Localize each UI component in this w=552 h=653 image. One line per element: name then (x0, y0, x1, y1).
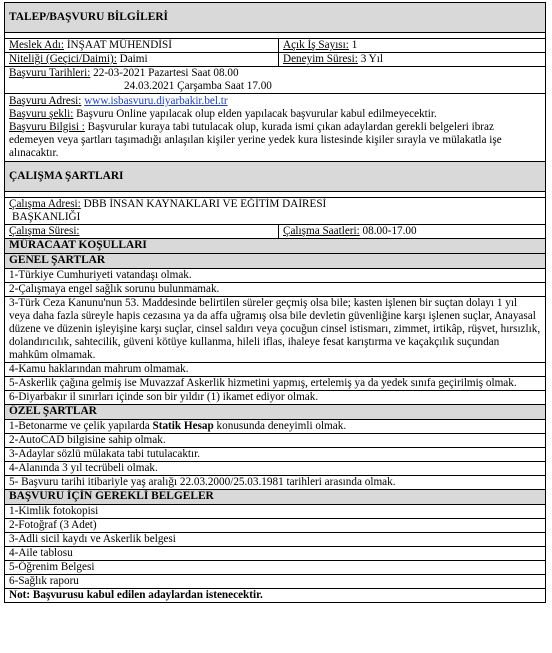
ozel-item: 4-Alanında 3 yıl tecrübeli olmak. (5, 462, 546, 476)
genel-item: 5-Askerlik çağına gelmiş ise Muvazzaf Askerlik hizmetini yapmış, ertelemiş ya da yedek sınıfa geçirilmiş olmak. (5, 377, 546, 391)
ozel-item-1-post: konusunda deneyimli olmak. (213, 420, 347, 432)
ozel-item-1-bold: Statik Hesap (152, 420, 214, 432)
bilgisi-label: Başvuru Bilgisi : (9, 121, 85, 133)
calisma-saat-value: 08.00-17.00 (359, 225, 417, 237)
genel-item: 4-Kamu haklarından mahrum olmamak. (5, 363, 546, 377)
ozel-item: 3-Adaylar sözlü mülakata tabi tutulacaktır. (5, 448, 546, 462)
section-title-muracaat: MÜRACAAT KOŞULLARI (5, 239, 546, 254)
calisma-sure-cell (5, 225, 279, 239)
bilgisi-value: Başvurular kuraya tabi tutulacak olup, kurada ismi çıkan adaylardan gerekli belgeleri ibraz edemeyen veya şartları taşımadığı anlaşılan kişiler yerine yedek kura listesinde kişiler sırayla ve mülakatla işe alınacaktır. (9, 121, 502, 159)
acik-is-cell (279, 39, 546, 53)
adres-label: Başvuru Adresi: (9, 95, 82, 107)
genel-item: 3-Türk Ceza Kanunu'nun 53. Maddesinde belirtilen süreler geçmiş olsa bile; kasten işlenen bir suçtan dolayı 1 yıl veya daha fazla süreyle hapis cezasına ya da affa uğramış olsa bile devletin güvenliğine karşı işlenen suçlar, Anayasal düzene ve düzenin işleyişine karşı suçlar, cinsel saldırı veya çocuğun cinsel istismarı, zimmet, irtikâp, rüşvet, hırsızlık, dolandırıcılık, sahtecilik, güveni kötüye kullanma, hileli iflas, ihaleye fesat karıştırma ve kaçakçılık suçundan mahkûm olmamak. (5, 297, 546, 363)
calisma-saat-cell (279, 225, 546, 239)
belge-item: 2-Fotoğraf (3 Adet) (5, 519, 546, 533)
belge-item: 3-Adli sicil kaydı ve Askerlik belgesi (5, 533, 546, 547)
ozel-item: 2-AutoCAD bilgisine sahip olmak. (5, 434, 546, 448)
calisma-sure-label: Çalışma Süresi: (9, 225, 80, 237)
tarih-line2: 24.03.2021 Çarşamba Saat 17.00 (124, 80, 272, 92)
ozel-item-1-pre: 1-Betonarme ve çelik yapılarda (9, 420, 153, 432)
sekli-label: Başvuru şekli: (9, 108, 74, 120)
section-title-calisma: ÇALIŞMA ŞARTLARI (5, 162, 546, 192)
tarih-label: Başvuru Tarihleri: (9, 67, 91, 79)
ozel-item: 5- Başvuru tarihi itibariyle yaş aralığı 22.03.2000/25.03.1981 tarihleri arasında olmak. (5, 476, 546, 490)
calisma-adres-cell (5, 198, 546, 225)
deneyim-value: 3 Yıl (357, 53, 383, 65)
nitelik-cell (5, 53, 279, 67)
section-title-belgeler: BAŞVURU İÇİN GEREKLİ BELGELER (5, 490, 546, 505)
belgeler-note: Not: Başvurusu kabul edilen adaylardan istenecektir. (5, 589, 546, 603)
acik-is-value: 1 (348, 39, 358, 51)
basvuru-info-cell (5, 94, 546, 162)
meslek-cell (5, 39, 279, 53)
genel-item: 6-Diyarbakır il sınırları içinde son bir yıldır (1) ikamet ediyor olmak. (5, 391, 546, 405)
nitelik-label: Niteliği (Geçici/Daimi): (9, 53, 117, 65)
belge-item: 1-Kimlik fotokopisi (5, 505, 546, 519)
calisma-saat-label: Çalışma Saatleri: (283, 225, 360, 237)
meslek-label: Meslek Adı: (9, 39, 65, 51)
genel-item: 2-Çalışmaya engel sağlık sorunu bulunmamak. (5, 283, 546, 297)
calisma-adres-value2: BAŞKANLIĞI (12, 211, 81, 223)
belge-item: 6-Sağlık raporu (5, 575, 546, 589)
genel-item: 1-Türkiye Cumhuriyeti vatandaşı olmak. (5, 269, 546, 283)
section-title-genel: GENEL ŞARTLAR (5, 254, 546, 269)
tarih-cell (5, 67, 546, 94)
meslek-value: İNŞAAT MÜHENDİSİ (64, 39, 172, 51)
calisma-adres-label: Çalışma Adresi: (9, 198, 81, 210)
deneyim-label: Deneyim Süresi: (283, 53, 358, 65)
nitelik-value: Daimi (116, 53, 148, 65)
ozel-item (5, 420, 546, 434)
belge-item: 4-Aile tablosu (5, 547, 546, 561)
acik-is-label: Açık İş Sayısı: (283, 39, 349, 51)
calisma-adres-value: DBB İNSAN KAYNAKLARI VE EĞİTİM DAİRESİ (80, 198, 327, 210)
basvuru-url-link[interactable]: www.isbasvuru.diyarbakir.bel.tr (84, 95, 228, 107)
document (4, 2, 545, 603)
section-title-ozel: ÖZEL ŞARTLAR (5, 405, 546, 420)
deneyim-cell (279, 53, 546, 67)
section-title-talep: TALEP/BAŞVURU BİLGİLERİ (5, 3, 546, 33)
job-posting-table (4, 2, 546, 603)
tarih-line1: 22-03-2021 Pazartesi Saat 08.00 (90, 67, 239, 79)
belge-item: 5-Öğrenim Belgesi (5, 561, 546, 575)
sekli-value: Başvuru Online yapılacak olup elden yapılacak başvurular kabul edilmeyecektir. (73, 108, 437, 120)
